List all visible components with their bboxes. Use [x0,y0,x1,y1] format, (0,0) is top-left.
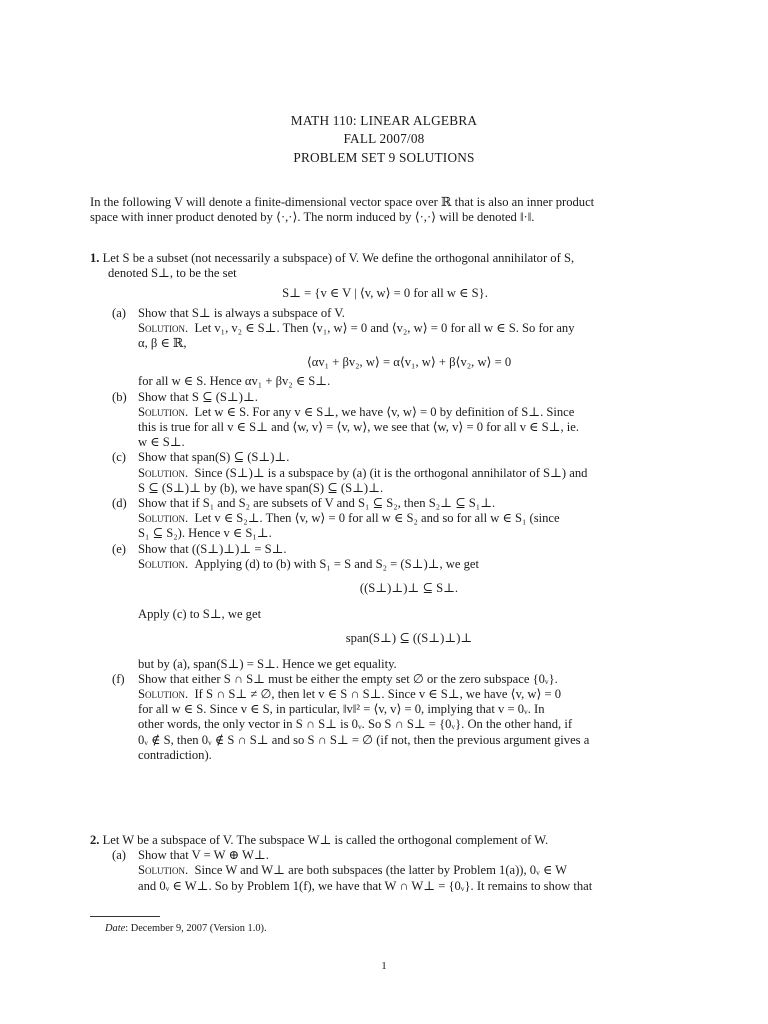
part-question: Show that either S ∩ S⊥ must be either the empty set ∅ or the zero subspace {0ᵥ}. [138,671,558,686]
part-e [90,542,680,672]
solution-heading: Solution. [138,320,189,335]
solution-heading: Solution. [138,465,189,480]
part-label: (c) [112,450,126,465]
solution-text: Apply (c) to S⊥, we get [138,607,262,622]
problem-number: 2. [90,833,100,847]
footnote-label: Date [105,923,126,934]
solution-text: this is true for all v ∈ S⊥ and ⟨w, v⟩ = ⟨v, w⟩, we see that ⟨w, v⟩ = 0 for all v ∈ S⊥, ie. [138,420,580,435]
solution-text: α, β ∈ ℝ, [138,336,187,351]
part-label: (a) [112,848,126,863]
solution-text: Let v ∈ S₂⊥. Then ⟨v, w⟩ = 0 for all w ∈ S₂ and so for all w ∈ S₁ (since [194,511,560,526]
solution-text: for all w ∈ S. Hence αv₁ + βv₂ ∈ S⊥. [138,374,331,389]
title-term: FALL 2007/08 [343,131,425,147]
solution-text: S₁ ⊆ S₂). Hence v ∈ S₁⊥. [138,526,272,541]
problem-1 [90,251,680,763]
statement-text: Let W be a subspace of V. The subspace W⊥ is called the orthogonal complement of W. [102,833,549,847]
equation: ((S⊥)⊥)⊥ ⊆ S⊥. [359,581,459,596]
page-number: 1 [381,960,387,972]
solution-text: but by (a), span(S⊥) = S⊥. Hence we get equality. [138,656,397,671]
intro-paragraph [90,195,680,225]
part-f [90,672,680,763]
part-question: Show that span(S) ⊆ (S⊥)⊥. [138,450,290,465]
part-label: (b) [112,389,127,404]
part-label: (f) [112,671,125,686]
solution-text: other words, the only vector in S ∩ S⊥ is 0ᵥ. So S ∩ S⊥ = {0ᵥ}. On the other hand, if [138,717,573,732]
problem-1-statement [90,251,680,266]
solution-heading: Solution. [138,511,189,526]
solution-text: S ⊆ (S⊥)⊥ by (b), we have span(S) ⊆ (S⊥)⊥. [138,480,384,495]
solution-text: Let v₁, v₂ ∈ S⊥. Then ⟨v₁, w⟩ = 0 and ⟨v₂, w⟩ = 0 for all w ∈ S. So for any [194,320,575,335]
solution-text: Since (S⊥)⊥ is a subspace by (a) (it is the orthogonal annihilator of S⊥) and [194,465,588,480]
equation: span(S⊥) ⊆ ((S⊥)⊥)⊥ [345,631,473,646]
part-d [90,496,680,542]
part-a [90,848,680,894]
solution-text: If S ∩ S⊥ ≠ ∅, then let v ∈ S ∩ S⊥. Since v ∈ S⊥, we have ⟨v, w⟩ = 0 [194,687,562,702]
footnote-rule [90,916,160,917]
document-title [0,112,768,167]
part-b [90,390,680,451]
solution-text: 0ᵥ ∉ S, then 0ᵥ ∉ S ∩ S⊥ and so S ∩ S⊥ = ∅ (if not, then the previous argument gives a [138,732,590,747]
solution-text: Let w ∈ S. For any v ∈ S⊥, we have ⟨v, w⟩ = 0 by definition of S⊥. Since [194,404,575,419]
problem-2-statement [90,833,680,848]
intro-line: In the following V will denote a finite-dimensional vector space over ℝ that is also an inner product [90,195,595,209]
equation-definition: S⊥ = {v ∈ V | ⟨v, w⟩ = 0 for all w ∈ S}. [282,286,488,301]
solution-text: w ∈ S⊥. [138,435,185,450]
footnote-text: : December 9, 2007 (Version 1.0). [125,923,267,934]
problem-2 [90,833,680,894]
part-label: (e) [112,541,126,556]
statement-text: denoted S⊥, to be the set [108,266,237,281]
intro-line: space with inner product denoted by ⟨·,·⟩. The norm induced by ⟨·,·⟩ will be denoted ‖·‖. [90,210,535,225]
part-question: Show that S⊥ is always a subspace of V. [138,305,345,320]
solution-heading: Solution. [138,687,189,702]
problem-number: 1. [90,251,100,265]
part-label: (a) [112,305,126,320]
solution-heading: Solution. [138,863,189,878]
part-question: Show that S ⊆ (S⊥)⊥. [138,389,258,404]
equation: ⟨αv₁ + βv₂, w⟩ = α⟨v₁, w⟩ + β⟨v₂, w⟩ = 0 [306,355,512,370]
part-a [90,306,680,390]
title-problem-set: PROBLEM SET 9 SOLUTIONS [293,149,475,165]
solution-text: for all w ∈ S. Since v ∈ S, in particular, ‖v‖² = ⟨v, v⟩ = 0, implying that v = 0ᵥ. In [138,702,545,717]
solution-heading: Solution. [138,556,189,571]
part-c [90,450,680,496]
part-question: Show that V = W ⊕ W⊥. [138,848,269,863]
solution-text: contradiction). [138,747,212,762]
title-course: MATH 110: LINEAR ALGEBRA [290,113,478,128]
part-question: Show that ((S⊥)⊥)⊥ = S⊥. [138,541,287,556]
part-question: Show that if S₁ and S₂ are subsets of V and S₁ ⊆ S₂, then S₂⊥ ⊆ S₁⊥. [138,496,496,511]
solution-text: Since W and W⊥ are both subspaces (the latter by Problem 1(a)), 0ᵥ ∈ W [194,863,568,878]
part-label: (d) [112,496,127,511]
solution-text: and 0ᵥ ∈ W⊥. So by Problem 1(f), we have that W ∩ W⊥ = {0ᵥ}. It remains to show that [138,878,593,893]
solution-text: Applying (d) to (b) with S₁ = S and S₂ = (S⊥)⊥, we get [194,556,479,571]
statement-text: Let S be a subset (not necessarily a subspace) of V. We define the orthogonal annihilator of S, [102,251,575,265]
footnote [105,921,267,936]
solution-heading: Solution. [138,404,189,419]
